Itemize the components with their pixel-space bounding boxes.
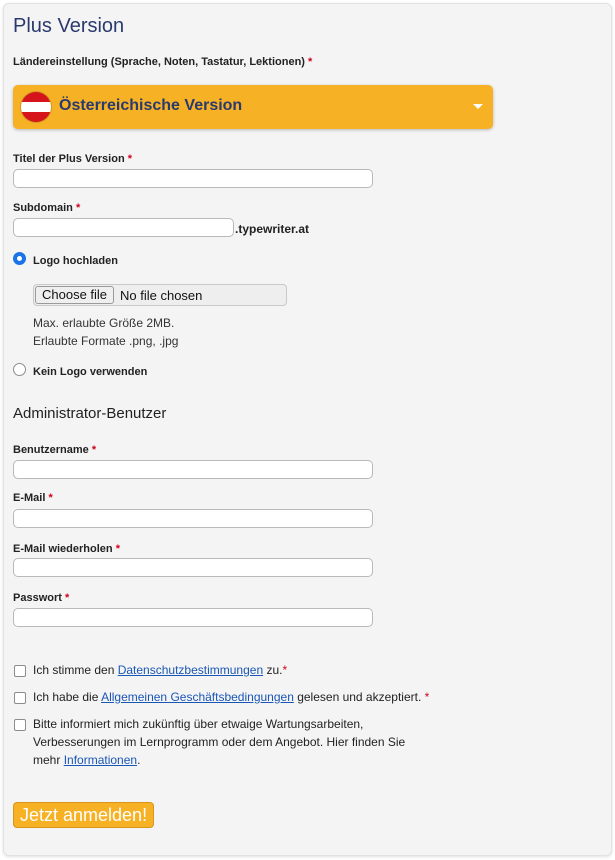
newsletter-consent-text bbox=[33, 715, 405, 769]
newsletter-checkbox[interactable] bbox=[14, 719, 26, 731]
choose-file-button[interactable]: Choose file bbox=[35, 286, 114, 304]
newsletter-line-3 bbox=[33, 751, 405, 769]
required-marker: * bbox=[91, 444, 97, 456]
country-selected-value: Österreichische Version bbox=[59, 97, 243, 114]
file-status-text: No file chosen bbox=[120, 288, 203, 303]
terms-checkbox[interactable] bbox=[14, 692, 26, 704]
required-marker: * bbox=[308, 56, 313, 68]
no-logo-label: Kein Logo verwenden bbox=[33, 366, 148, 378]
email-repeat-label-text: E-Mail wiederholen bbox=[13, 543, 113, 555]
terms-text-before: Ich habe die bbox=[33, 690, 102, 704]
subdomain-label bbox=[13, 202, 80, 214]
password-label-text: Passwort bbox=[13, 592, 62, 604]
chevron-down-icon bbox=[473, 104, 483, 109]
subdomain-suffix: .typewriter.at bbox=[235, 222, 310, 236]
username-label bbox=[13, 444, 96, 456]
email-input[interactable] bbox=[13, 509, 373, 528]
information-link[interactable]: Informationen bbox=[63, 753, 138, 767]
password-input[interactable] bbox=[13, 608, 373, 627]
password-label bbox=[13, 592, 69, 604]
required-marker: * bbox=[127, 153, 133, 165]
plus-title-input[interactable] bbox=[13, 169, 373, 188]
logo-format-hint: Erlaubte Formate .png, .jpg bbox=[33, 334, 179, 348]
username-input[interactable] bbox=[13, 460, 373, 479]
terms-text-after: gelesen und akzeptiert. bbox=[293, 690, 422, 704]
plus-title-label-text: Titel der Plus Version bbox=[13, 153, 125, 165]
subdomain-input[interactable] bbox=[13, 218, 234, 237]
privacy-consent-text bbox=[33, 661, 287, 679]
privacy-policy-link[interactable]: Datenschutzbestimmungen bbox=[117, 663, 264, 677]
email-repeat-label bbox=[13, 543, 120, 555]
privacy-checkbox[interactable] bbox=[14, 665, 26, 677]
required-marker: * bbox=[64, 592, 70, 604]
subdomain-label-text: Subdomain bbox=[13, 202, 73, 214]
newsletter-line-1: Bitte informiert mich zukünftig über etwaige Wartungsarbeiten, bbox=[33, 717, 364, 731]
newsletter-line-2: Verbesserungen im Lernprogramm oder dem Angebot. Hier finden Sie bbox=[33, 735, 406, 749]
privacy-text-before: Ich stimme den bbox=[33, 663, 118, 677]
terms-consent-text bbox=[33, 688, 429, 706]
required-marker: * bbox=[48, 492, 53, 504]
required-marker: * bbox=[75, 202, 81, 214]
register-submit-button[interactable]: Jetzt anmelden! bbox=[13, 802, 154, 828]
austria-flag-icon bbox=[21, 92, 51, 122]
required-marker: * bbox=[282, 663, 288, 677]
logo-upload-radio[interactable] bbox=[13, 252, 26, 265]
email-label bbox=[13, 492, 53, 504]
username-label-text: Benutzername bbox=[13, 444, 89, 456]
file-input[interactable] bbox=[33, 284, 287, 306]
country-label-text: Ländereinstellung (Sprache, Noten, Tastatur, Lektionen) bbox=[13, 56, 305, 68]
newsletter-line-3-before: mehr bbox=[33, 753, 64, 767]
privacy-text-after: zu. bbox=[263, 663, 283, 677]
terms-link[interactable]: Allgemeinen Geschäftsbedingungen bbox=[101, 690, 294, 704]
country-select[interactable] bbox=[13, 85, 493, 129]
plus-title-label bbox=[13, 153, 132, 165]
required-marker: * bbox=[115, 543, 120, 555]
email-repeat-input[interactable] bbox=[13, 558, 373, 577]
required-marker: * bbox=[424, 690, 430, 704]
logo-size-hint: Max. erlaubte Größe 2MB. bbox=[33, 316, 175, 330]
admin-section-heading: Administrator-Benutzer bbox=[13, 405, 167, 422]
email-label-text: E-Mail bbox=[13, 492, 46, 504]
no-logo-radio[interactable] bbox=[13, 363, 26, 376]
page-title: Plus Version bbox=[13, 15, 125, 37]
newsletter-line-3-after: . bbox=[137, 753, 141, 767]
country-label bbox=[13, 56, 312, 68]
logo-upload-label: Logo hochladen bbox=[33, 255, 118, 267]
